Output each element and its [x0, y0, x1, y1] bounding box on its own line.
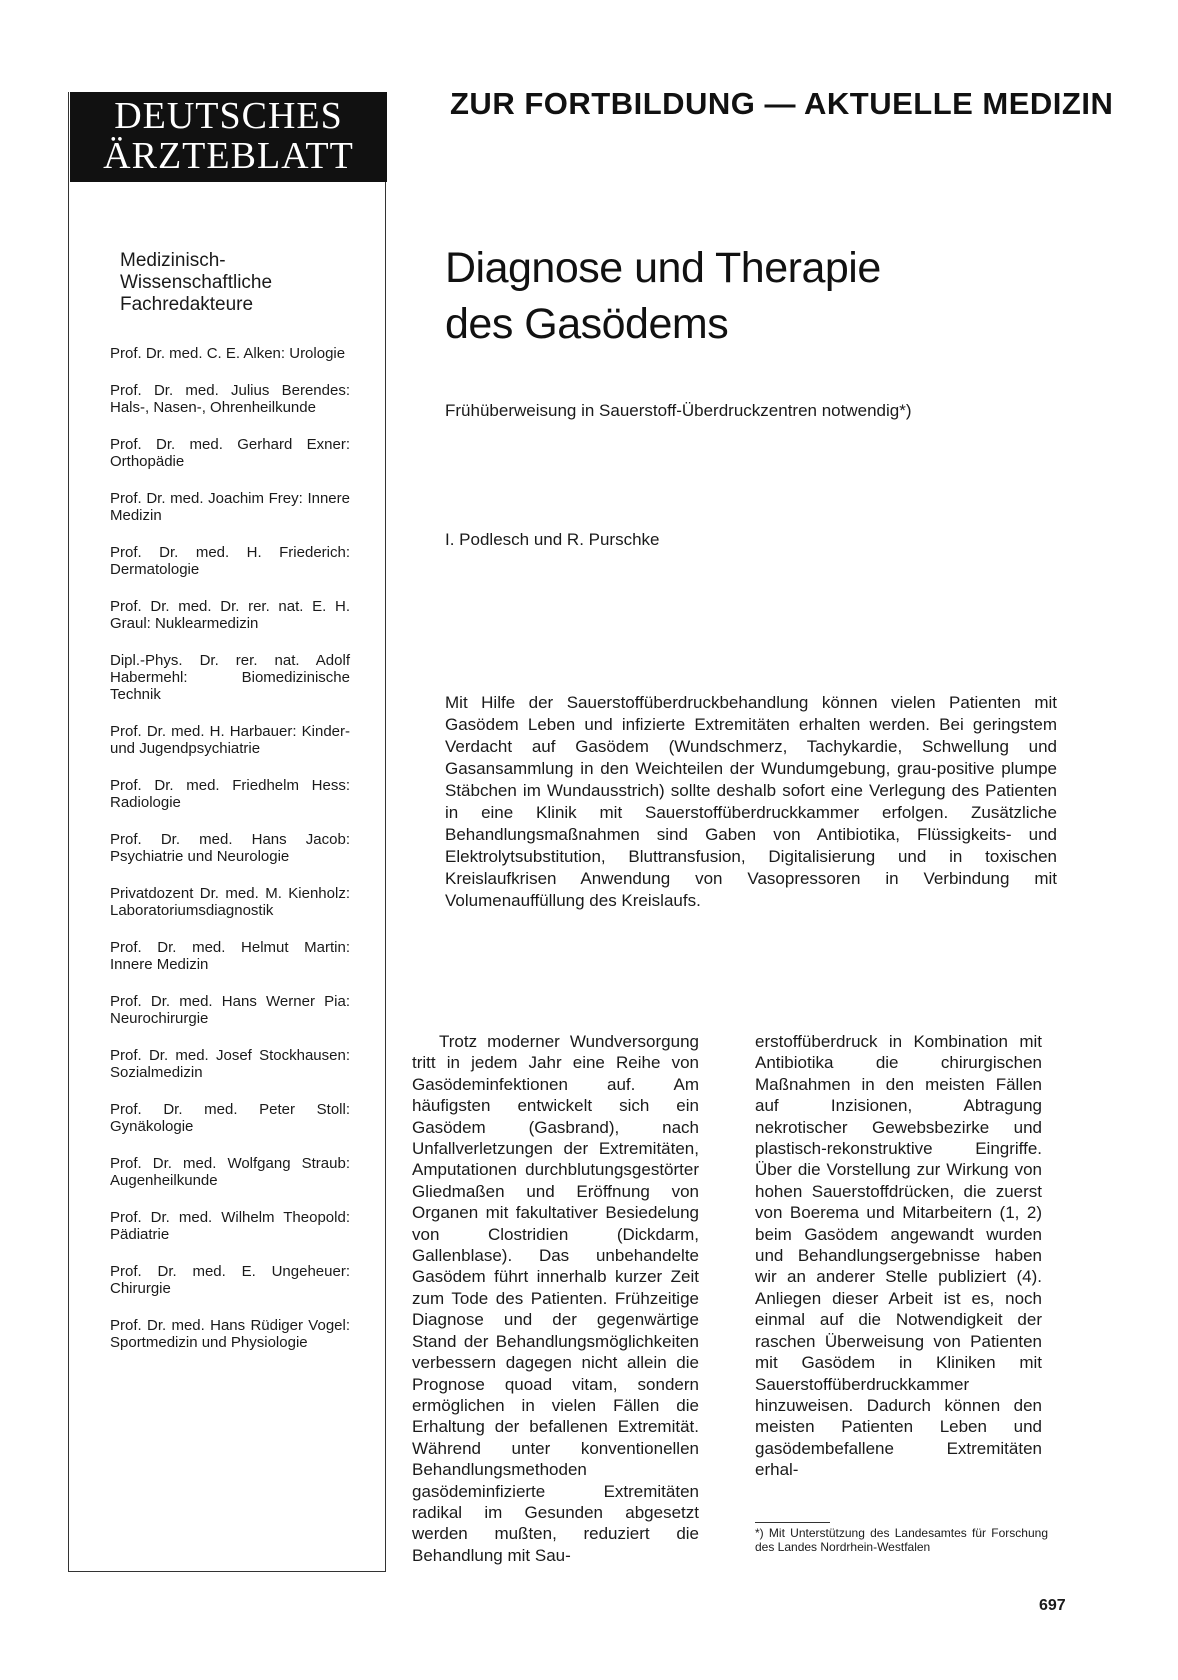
- editor-entry: Prof. Dr. med. Julius Berendes: Hals-, Nasen-, Ohrenheilkunde: [110, 382, 350, 416]
- editor-entry: Prof. Dr. med. E. Ungeheuer: Chirurgie: [110, 1263, 350, 1297]
- journal-masthead: [70, 92, 387, 182]
- editor-entry: Dipl.-Phys. Dr. rer. nat. Adolf Habermehl: Biomedizinische Technik: [110, 652, 350, 703]
- editor-entry: Prof. Dr. med. Friedhelm Hess: Radiologie: [110, 777, 350, 811]
- sidebar-heading: Medizinisch-Wissenschaftliche Fachredakteure: [120, 250, 273, 315]
- article-title-line-2: des Gasödems: [445, 300, 729, 348]
- editor-entry: Prof. Dr. med. Hans Jacob: Psychiatrie und Neurologie: [110, 831, 350, 865]
- editor-entry: Prof. Dr. med. C. E. Alken: Urologie: [110, 345, 346, 362]
- article-title: [445, 240, 1085, 352]
- editor-entry: Privatdozent Dr. med. M. Kienholz: Laboratoriumsdiagnostik: [110, 885, 350, 919]
- editor-entry: Prof. Dr. med. H. Friederich: Dermatologie: [110, 544, 350, 578]
- editor-entry: Prof. Dr. med. Peter Stoll: Gynäkologie: [110, 1101, 350, 1135]
- masthead-line-1: DEUTSCHES: [114, 95, 343, 137]
- editor-entry: Prof. Dr. med. Helmut Martin: Innere Medizin: [110, 939, 350, 973]
- editor-entry: Prof. Dr. med. Hans Werner Pia: Neurochirurgie: [110, 993, 350, 1027]
- body-column-1-text: Trotz moderner Wundversorgung tritt in jedem Jahr eine Reihe von Gasödeminfektionen auf. Am häufigsten entwickelt sich ein Gasödem (Gasbrand), nach Unfallverletzungen der Extremitäten, Amputationen durchblutungsgestörter Gliedmaßen und Eröffnung von Organen mit fakultativer Besiedelung von Clostridien (Dickdarm, Gallenblase). Das unbehandelte Gasödem führt innerhalb kurzer Zeit zum Tode des Patienten. Frühzeitige Diagnose und der gegenwärtige Stand der Behandlungsmöglichkeiten verbessern dagegen nicht allein die Prognose quoad vitam, sondern ermöglichen in vielen Fällen die Erhaltung der befallenen Extremität. Während unter konventionellen Behandlungsmethoden gasödeminfizierte Extremitäten radikal im Gesunden abgesetzt werden mußten, reduziert die Behandlung mit Sau-: [412, 1032, 699, 1565]
- masthead-line-2: ÄRZTEBLATT: [103, 135, 354, 177]
- editor-entry: Prof. Dr. med. Gerhard Exner: Orthopädie: [110, 436, 350, 470]
- editor-entry: Prof. Dr. med. H. Harbauer: Kinder- und Jugendpsychiatrie: [110, 723, 350, 757]
- editor-entry: Prof. Dr. med. Wilhelm Theopold: Pädiatrie: [110, 1209, 350, 1243]
- editor-entry: Prof. Dr. med. Hans Rüdiger Vogel: Sportmedizin und Physiologie: [110, 1317, 350, 1351]
- editor-entry: Prof. Dr. med. Josef Stockhausen: Sozialmedizin: [110, 1047, 350, 1081]
- footnote: *) Mit Unterstützung des Landesamtes für Forschung des Landes Nordrhein-Westfalen: [755, 1526, 1048, 1554]
- article-authors: I. Podlesch und R. Purschke: [445, 530, 660, 549]
- footnote-divider: [755, 1522, 830, 1523]
- editor-entry: Prof. Dr. med. Dr. rer. nat. E. H. Graul: Nuklearmedizin: [110, 598, 350, 632]
- page-number: 697: [1039, 1597, 1066, 1614]
- editor-entry: Prof. Dr. med. Wolfgang Straub: Augenheilkunde: [110, 1155, 350, 1189]
- article-subtitle: Frühüberweisung in Sauerstoff-Überdruckzentren notwendig*): [445, 401, 912, 420]
- section-title: ZUR FORTBILDUNG — AKTUELLE MEDIZIN: [450, 86, 1114, 121]
- body-column-2: erstoffüberdruck in Kombination mit Antibiotika die chirurgischen Maßnahmen in den meisten Fällen auf Inzisionen, Abtragung nekrotischer Gewebsbezirke und plastisch-rekonstruktive Eingriffe. Über die Vorstellung zur Wirkung von hohen Sauerstoffdrücken, die zuerst von Boerema und Mitarbeitern (1, 2) beim Gasödem angewandt wurden und Behandlungsergebnisse haben wir an anderer Stelle publiziert (4). Anliegen dieser Arbeit ist es, noch einmal auf die Notwendigkeit der raschen Überweisung von Patienten mit Gasödem in Kliniken mit Sauerstoffüberdruckkammer hinzuweisen. Dadurch können den meisten Patienten Leben und gasödembefallene Extremitäten erhal-: [755, 1032, 1042, 1480]
- editor-list: [110, 345, 350, 1351]
- body-column-1: [412, 1031, 699, 1566]
- editor-entry: Prof. Dr. med. Joachim Frey: Innere Medizin: [110, 490, 350, 524]
- article-abstract: Mit Hilfe der Sauerstoffüberdruckbehandlung können vielen Patienten mit Gasödem Leben und infizierte Extremitäten erhalten werden. Bei geringstem Verdacht auf Gasödem (Wundschmerz, Tachykardie, Schwellung und Gasansammlung in den Weichteilen der Wundumgebung, grau-positive plumpe Stäbchen im Wundausstrich) sollte deshalb sofort eine Verlegung des Patienten in eine Klinik mit Sauerstoffüberdruckkammer erfolgen. Zusätzliche Behandlungsmaßnahmen sind Gaben von Antibiotika, Flüssigkeits- und Elektrolytsubstitution, Bluttransfusion, Digitalisierung und in toxischen Kreislaufkrisen Anwendung von Vasopressoren in Verbindung mit Volumenauffüllung des Kreislaufs.: [445, 693, 1057, 910]
- article-title-line-1: Diagnose und Therapie: [445, 244, 881, 292]
